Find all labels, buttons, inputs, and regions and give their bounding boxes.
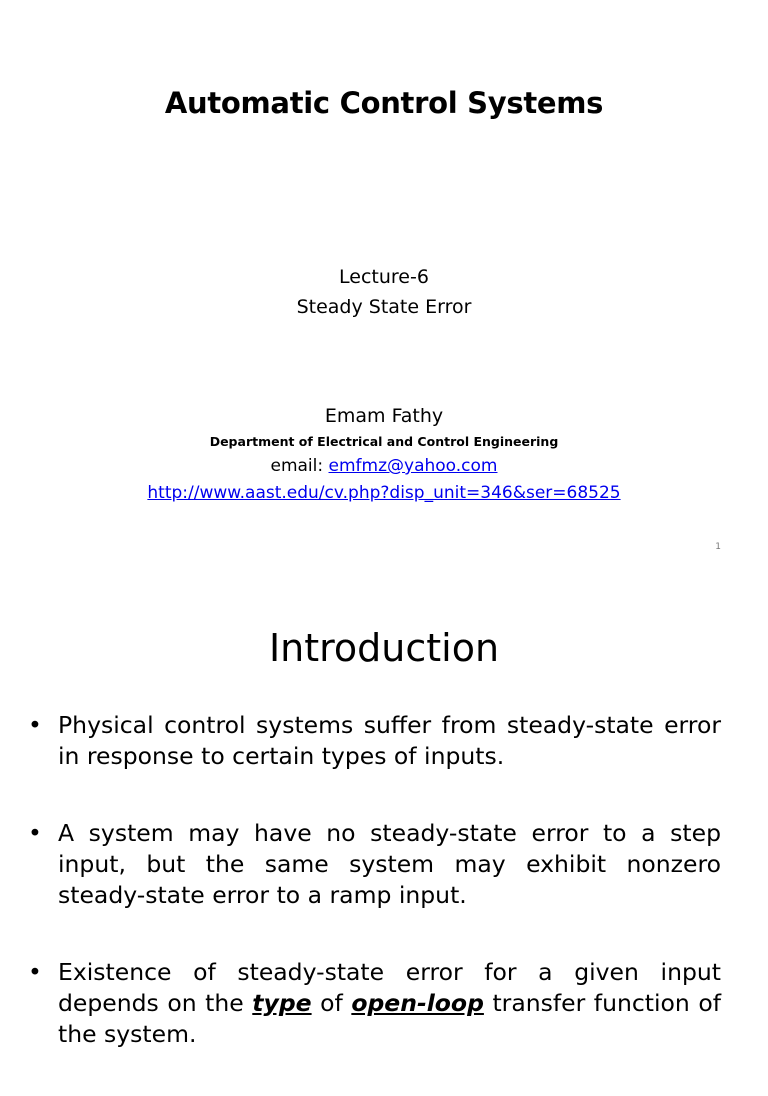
lecture-number: Lecture-6 [339,266,429,288]
author-name: Emam Fathy [324,405,444,427]
emphasized-term-type: type [252,989,312,1017]
emphasized-term-open-loop: open-loop [351,989,484,1017]
bullet-text: transfer function of the system. [58,989,721,1048]
lecture-topic: Steady State Error [296,296,472,318]
bullet-text: of [311,989,352,1017]
url-line [0,483,768,503]
email-label: email: [270,456,329,476]
bullet-item: • A system may have no steady-state error to a step input, but the same system may exhibit nonzero steady-state error to a ramp input. [28,818,721,911]
introduction-slide [0,576,768,1048]
bullet-list [28,710,721,1096]
slide-title: Automatic Control Systems [164,86,604,120]
page-number: 1 [715,542,721,552]
bullet-item [28,957,721,1050]
email-line [0,456,768,476]
slide-heading: Introduction [268,626,500,670]
department-name: Department of Electrical and Control Engineering [209,434,559,449]
profile-url-link[interactable]: http://www.aast.edu/cv.php?disp_unit=346&ser=68525 [147,483,621,503]
bullet-item: • Physical control systems suffer from steady-state error in response to certain types of inputs. [28,710,721,772]
bullet-text: Existence of steady-state error for a given input depends on the [58,958,721,1017]
email-link[interactable]: emfmz@yahoo.com [328,456,498,476]
